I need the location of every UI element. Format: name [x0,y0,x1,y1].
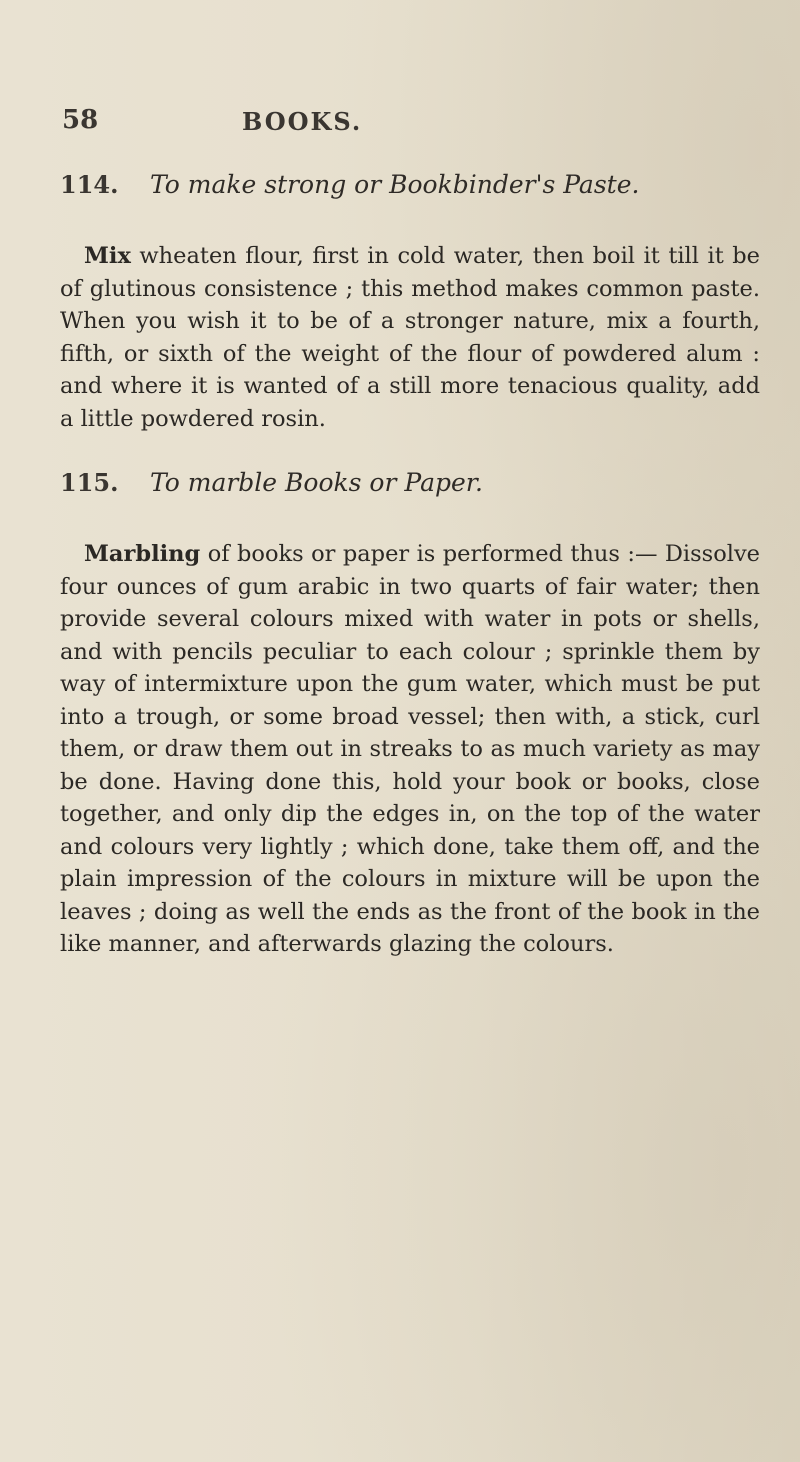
section-115 [60,468,760,961]
paragraph [60,240,760,435]
running-head: BOOKS. [242,107,363,136]
section-body [60,240,760,435]
section-heading [60,170,760,210]
section-title: To marble Books or Paper. [150,468,483,497]
section-heading [60,468,760,508]
paragraph-text: of books or paper is performed thus :— Dissolve four ounces of gum arabic in two quarts of fair water; then provide several colours mixed with water in pots or shells, and with pencils peculiar to each colour ; sprinkle them by way of intermixture upon the gum water, which must be put into a trough, or some broad vessel; then with, a stick, curl them, or draw them out in streaks to as much variety as may be done. Having done this, hold your book or books, close together, and only dip the edges in, on the top of the water and colours very lightly ; which done, take them off, and the plain impression of the colours in mixture will be upon the leaves ; doing as well the ends as the front of the book in the like manner, and afterwards glazing the colours. [60,541,760,957]
section-number: 114. [60,170,119,199]
page-number: 58 [62,105,99,135]
first-word: Marbling [84,541,201,567]
section-114 [60,170,760,435]
section-body [60,538,760,961]
paragraph-text: wheaten flour, first in cold water, then boil it till it be of glutinous consistence ; this method makes common paste. When you wish it to be of a stronger nature, mix a fourth, fifth, or sixth of the weight of the flour of powdered alum : and where it is wanted of a still more tenacious quality, add a little powdered rosin. [60,243,760,432]
paragraph [60,538,760,961]
first-word: Mix [84,243,131,269]
section-title: To make strong or Bookbinder's Paste. [150,170,640,199]
section-number: 115. [60,468,119,497]
page-header [62,105,502,145]
